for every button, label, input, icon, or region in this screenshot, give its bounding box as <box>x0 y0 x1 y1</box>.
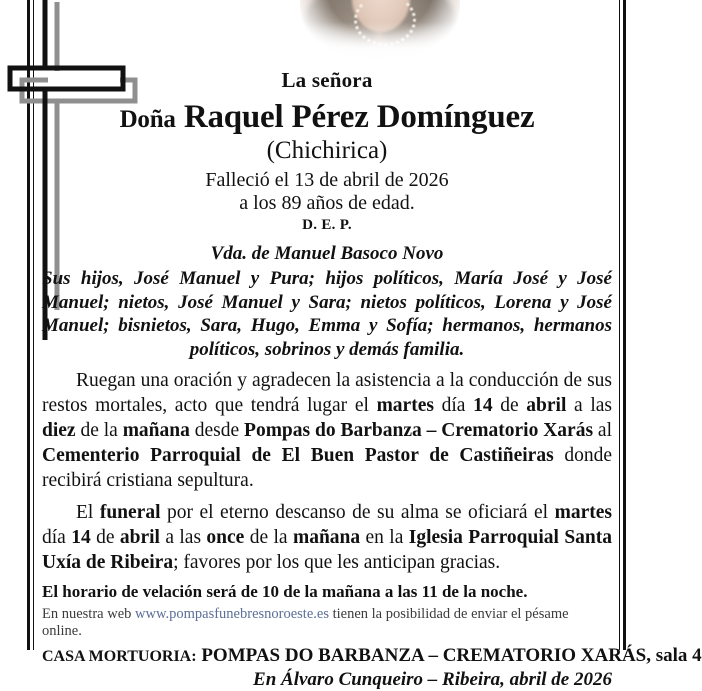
fun-bold-daypart: mañana <box>292 527 361 548</box>
rip-abbreviation: D. E. P. <box>302 217 352 233</box>
notice-text-column <box>42 0 702 691</box>
proc-text-3: de <box>492 395 527 416</box>
web-text-after: tienen la posibilidad de enviar el pésame online. <box>42 606 569 639</box>
survivors-list: Sus hijos, José Manuel y Pura; hijos políticos, María José y José Manuel; nietos, José Manuel y Sara; nietos políticos, Lorena y José Manuel; bisnietos, Sara, Hugo, Emma y Sofía; hermanos, hermanos políticos, sobrinos y demás familia. <box>42 268 612 360</box>
border-rule-right-inner <box>623 0 626 650</box>
procession-paragraph <box>42 368 612 493</box>
fun-text-3: día <box>42 527 72 548</box>
proc-text-8: donde recibirá cristiana sepultura. <box>42 445 613 491</box>
proc-text-2: día <box>433 395 474 416</box>
proc-bold-day: 14 <box>473 395 493 416</box>
condolences-url-link[interactable]: www.pompasfunebresnoroeste.es <box>135 606 329 622</box>
fun-text-6: de la <box>244 527 293 548</box>
fun-bold-day: 14 <box>71 527 91 548</box>
honorific-line: La señora <box>281 68 373 92</box>
fun-bold-hour: once <box>206 527 245 548</box>
proc-bold-month: abril <box>526 395 567 416</box>
fun-bold-weekday: martes <box>554 502 612 523</box>
fun-text-1: El <box>76 502 100 523</box>
border-rule-right-outer <box>619 0 620 650</box>
mortuary-label: CASA MORTUORIA: <box>42 648 197 665</box>
proc-bold-weekday: martes <box>376 395 434 416</box>
fun-text-5: a las <box>159 527 207 548</box>
mortuary-value: POMPAS DO BARBANZA – CREMATORIO XARÁS, sala 4 <box>196 645 702 666</box>
name-full: Raquel Pérez Domínguez <box>183 99 535 135</box>
proc-text-5: de la <box>75 420 123 441</box>
deceased-nickname: (Chichirica) <box>266 137 388 164</box>
proc-bold-origin: Pompas do Barbanza – Crematorio Xarás <box>244 420 594 441</box>
age-line: a los 89 años de edad. <box>239 192 415 214</box>
funeral-paragraph <box>42 500 612 575</box>
fun-text-7: en la <box>360 527 409 548</box>
proc-bold-daypart: mañana <box>122 420 190 441</box>
wake-hours-line: El horario de velación será de 10 de la mañana a las 11 de la noche. <box>42 582 528 601</box>
deceased-name-line <box>42 99 612 136</box>
fun-text-4: de <box>90 527 120 548</box>
name-prefix: Doña <box>119 106 176 133</box>
proc-bold-hour: diez <box>42 420 76 441</box>
proc-text-7: al <box>593 420 612 441</box>
proc-text-6: desde <box>189 420 245 441</box>
proc-text-4: a las <box>566 395 612 416</box>
fun-bold-funeral: funeral <box>99 502 161 523</box>
proc-text-1: Ruegan una oración y agradecen la asistencia a la conducción de sus restos mortales, acto que tendrá lugar el <box>42 370 612 416</box>
fun-bold-month: abril <box>119 527 160 548</box>
fun-bold-church: Iglesia Parroquial Santa Uxía de Ribeira <box>42 527 613 573</box>
death-date-line: Falleció el 13 de abril de 2026 <box>205 169 449 191</box>
website-condolences-line <box>42 606 612 640</box>
web-text-before: En nuestra web <box>42 606 136 622</box>
widow-of-line: Vda. de Manuel Basoco Novo <box>210 243 444 264</box>
mortuary-house-line <box>42 645 702 667</box>
proc-bold-cemetery: Cementerio Parroquial de El Buen Pastor de Castiñeiras <box>42 445 554 466</box>
fun-text-2: por el eterno descanso de su alma se oficiará el <box>160 502 555 523</box>
place-and-date-line: En Álvaro Cunqueiro – Ribeira, abril de 2026 <box>253 669 612 690</box>
fun-text-8: ; favores por los que les anticipan gracias. <box>173 552 501 573</box>
